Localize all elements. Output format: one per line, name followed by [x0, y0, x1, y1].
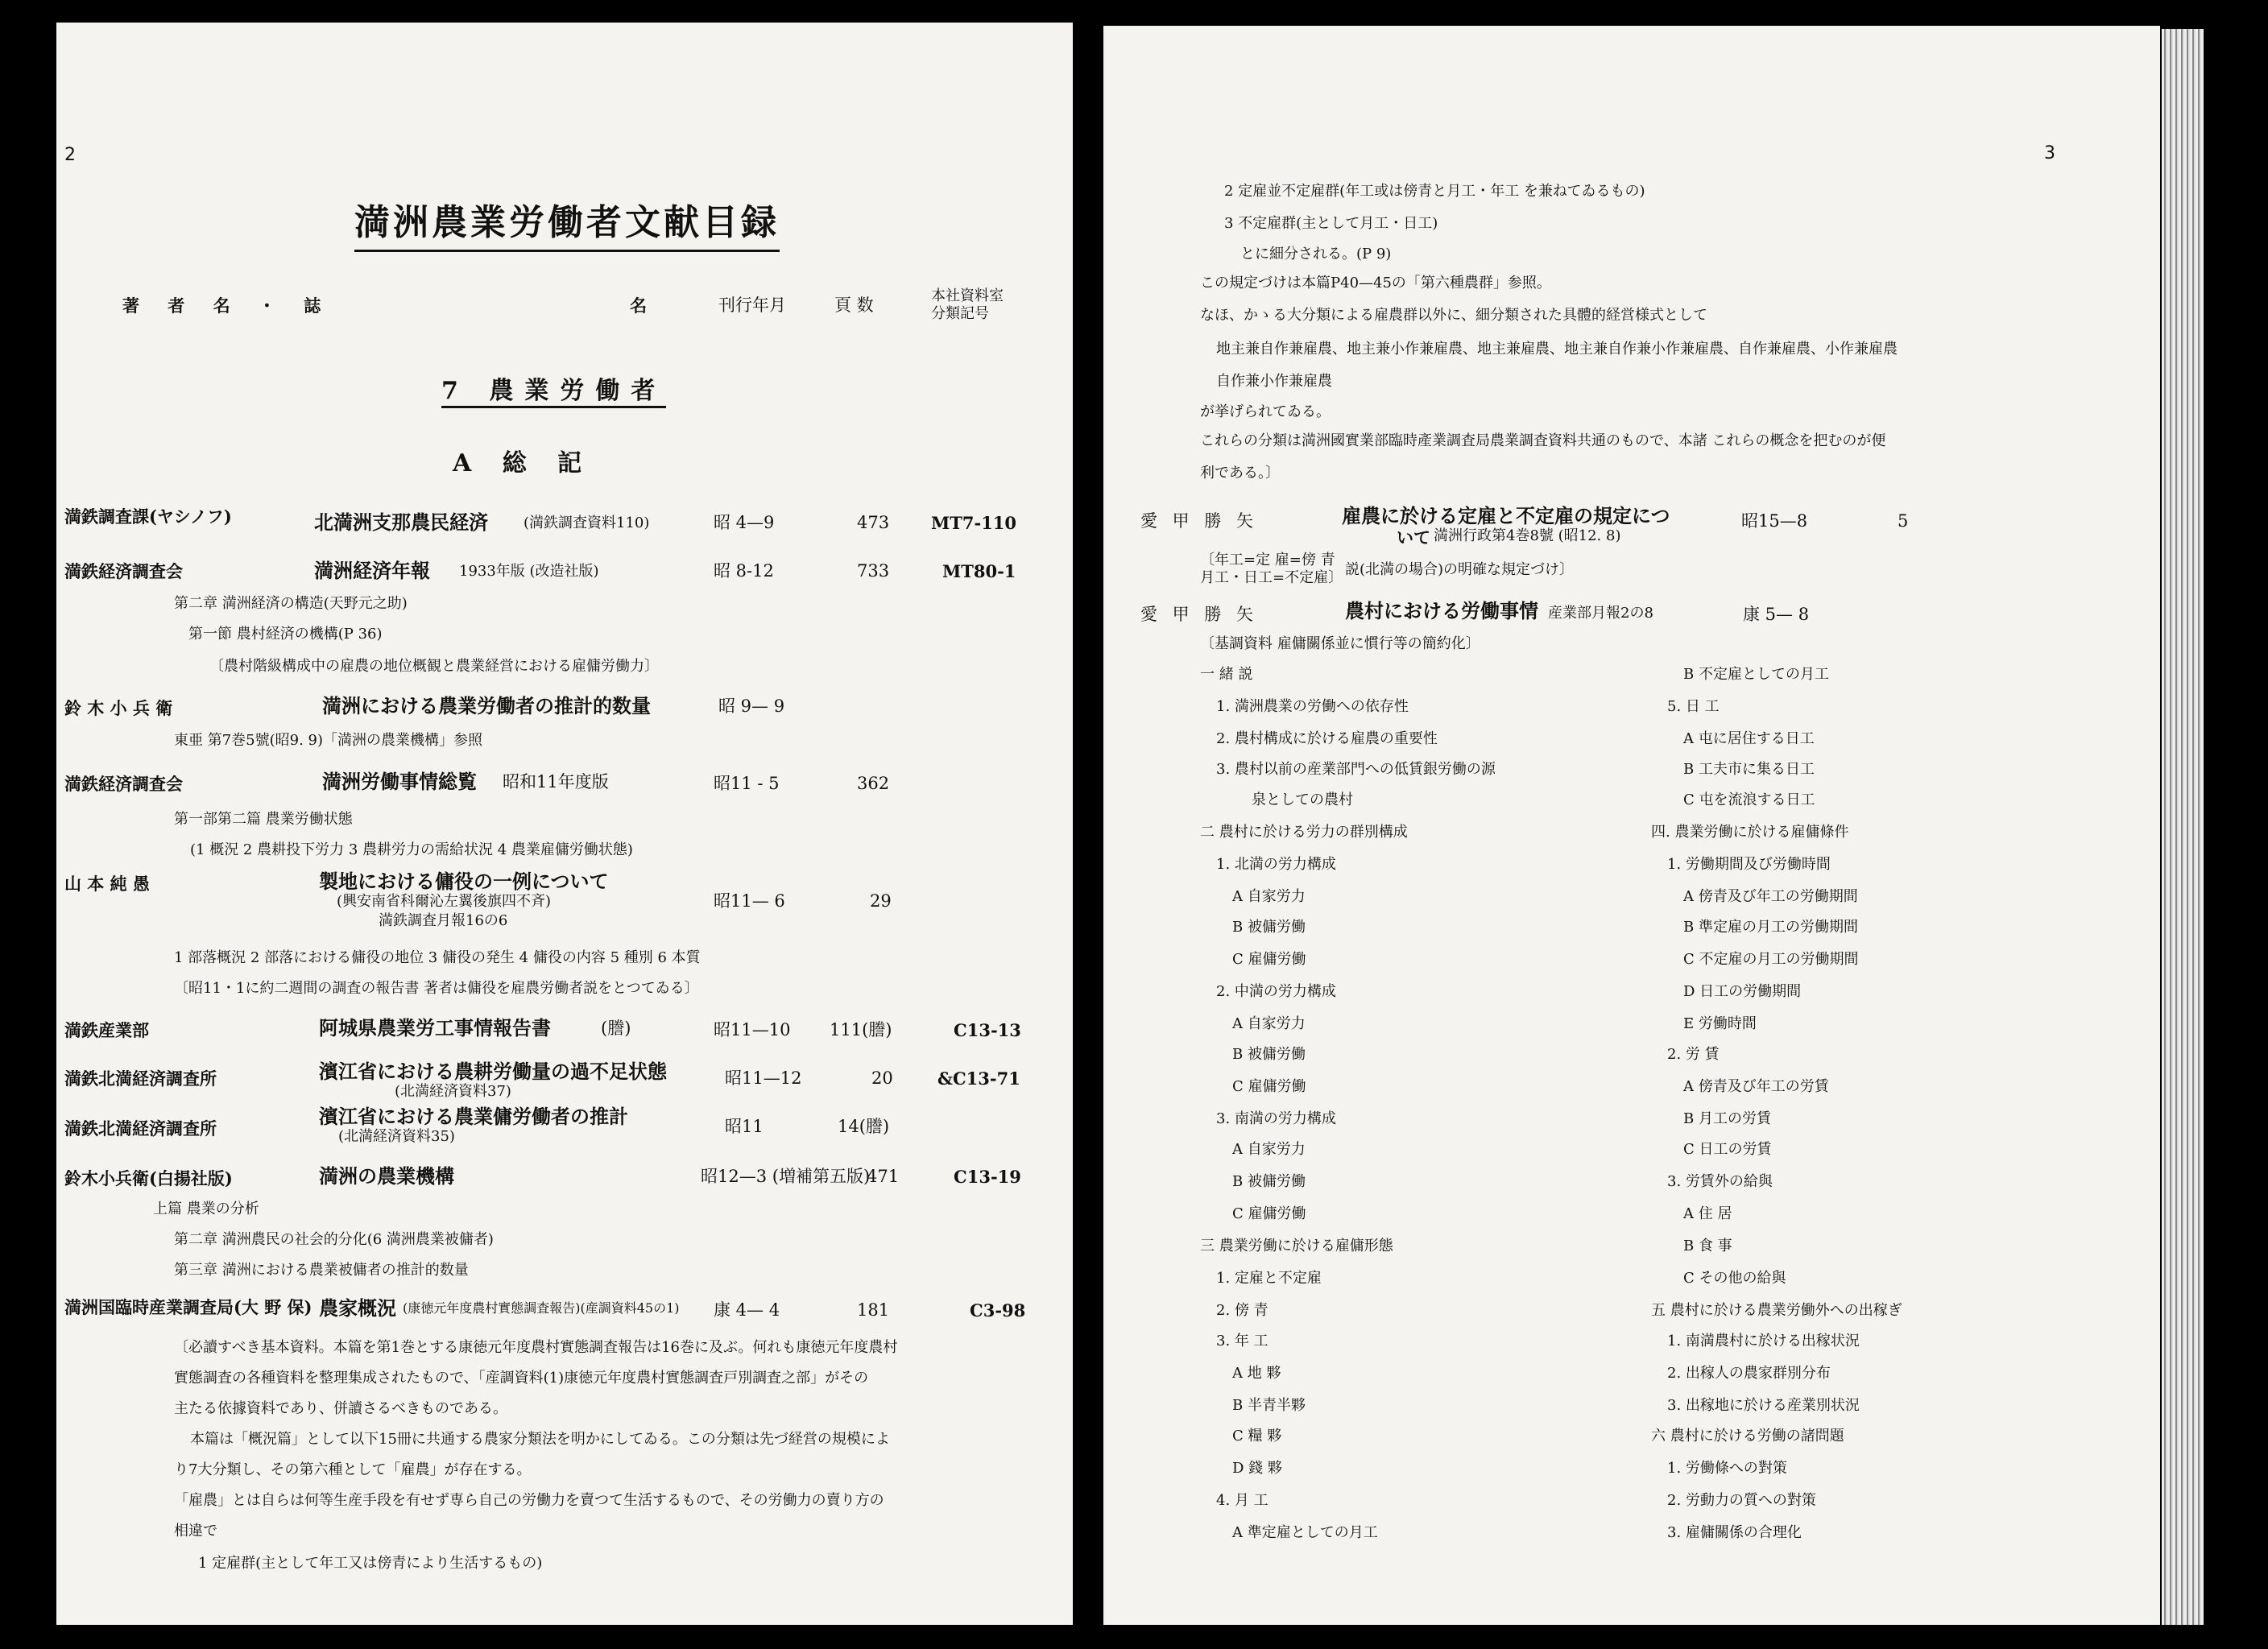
sub-note: 1 部落概況 2 部落における傭役の地位 3 傭役の発生 4 傭役の内容 5 種別 6 本質: [174, 949, 701, 966]
sub-note: 第一部第二篇 農業労働状態: [174, 811, 353, 828]
sub-note: 東亜 第7巻5號(昭9. 9)「満洲の農業機構」参照: [174, 732, 483, 749]
sub-note: 〔昭11・1に約二週間の調査の報告書 著者は傭役を雇農労働者説をとつてゐる〕: [174, 980, 699, 997]
left-page: 2 満洲農業労働者文献目録 著 者 名 ・ 誌 名 刊行年月 頁 数 本社資料室 分類記号 7 農業労働者 A 総 記 満鉄調査課(ヤシノフ) 北満洲支那農民経済 (満鉄調査資料110) 昭 4—9 473 MT7-110 満鉄経済調査会 満洲経済年報 1933年版 (改造社版) 昭 8-12 733 MT80-1 第二章 満洲経済の構造(天野元之助) 第一節 農村経済の機構(P 36) 〔農村階級構成中の雇農の地位概観と農業経営における雇傭労働力〕 鈴 木 小 兵 衛 満洲における農業労働者の推計的数量 昭 9— 9 東亜 第7巻5號(昭9. 9)「満洲の農業機構」参照 満鉄経済調査会 満洲労働事情総覧 昭和11年度版 昭11 - 5 362 第一部第二篇 農業労働状態 (1 概況 2 農耕投下労力 3 農耕労力の需給状況 4 農業雇傭労働状態) 山 本 純 愚 製地における傭役の一例について (興安南省科爾沁左翼後旗四不斉) 満鉄調査月報16の6 昭11— 6 29 1 部落概況 2 部落における傭役の地位 3 傭役の発生 4 傭役の内容 5 種別 6 本質 〔昭11・1に約二週間の調査の報告書 著者は傭役を雇農労働者説をとつてゐる〕 満鉄産業部 阿城県農業労工事情報告書 (謄) 昭11—10 111(謄) C13-13 満鉄北満経済調査所 濱江省における農耕労働量の過不足状態 (北満経済資料37) 昭11—12 20 &C13-71 満鉄北満経済調査所 濱江省における農業傭労働者の推計 (北満経済資料35) 昭11 14(謄) 鈴木小兵衛(白揚社版) 満洲の農業機構 昭12—3 (増補第五版) 471 C13-19 上篇 農業の分析 第二章 満洲農民の社会的分化(6 満洲農業被傭者) 第三章 満洲における農業被傭者の推計的数量 満洲国臨時産業調査局(大 野 保) 農家概況 (康徳元年度農村實態調査報告)(産調資料45の1) 康 4— 4 181 C3-98 〔必讀すべき基本資料。本篇を第1巻とする康徳元年度農村實態調査報告は16巻に及ぶ。何れも康徳元年度農村 實態調査の各種資料を整理集成されたもので、「産調資料(1)康徳元年度農村實態調査戸別調査之部」がその 主たる依據資料であり、併讀さるべきものである。 本篇は「概況篇」として以下15冊に共通する農家分類法を明かにしてゐる。この分類は先づ経営の規模によ り7大分類し、その第六種として「雇農」が存在する。 「雇農」とは自らは何等生産手段を有せず専ら自己の労働力を賣つて生活するもので、その労働力の賣り方の 相違で 1 定雇群(主として年工又は傍青により生活するもの): [56, 23, 1073, 1625]
page-number: 3: [2044, 143, 2055, 163]
section-heading: A 総 記: [453, 449, 594, 477]
sub-note: (1 概況 2 農耕投下労力 3 農耕労力の需給状況 4 農業雇傭労働状態): [190, 841, 633, 858]
section-heading: 7 農業労働者: [441, 370, 666, 408]
page-title: 満洲農業労働者文献目録: [354, 193, 780, 252]
sub-note: 第三章 満洲における農業被傭者の推計的数量: [174, 1262, 469, 1279]
sub-note: 上篇 農業の分析: [153, 1201, 259, 1217]
sub-note: 第二章 満洲農民の社会的分化(6 満洲農業被傭者): [174, 1231, 494, 1248]
sub-note: 第二章 満洲経済の構造(天野元之助): [174, 595, 408, 612]
sub-note: 第一節 農村経済の機構(P 36): [188, 626, 383, 643]
sub-note: 〔農村階級構成中の雇農の地位概観と農業経営における雇傭労働力〕: [209, 658, 659, 675]
page-edge: [2162, 29, 2204, 1625]
page-number: 2: [64, 145, 76, 165]
right-page: 3 2 定雇並不定雇群(年工或は傍青と月工・年工 を兼ねてゐるもの) 3 不定雇群(主として月工・日工) とに細分される。(P 9) この規定づけは本篇P40—45の「第六種農群」参照。 なほ、かゝる大分類による雇農群以外に、細分類された具體的経営様式として 地主兼自作兼雇農、地主兼小作兼雇農、地主兼雇農、地主兼自作兼小作兼雇農、自作兼雇農、小作兼雇農 自作兼小作兼雇農 が挙げられてゐる。 これらの分類は満洲國實業部臨時產業調査局農業調査資料共通のもので、本諸 これらの概念を把むのが便 利である。〕 愛 甲 勝 矢 雇農に於ける定雇と不定雇の規定につ いて 満洲行政第4巻8號 (昭12. 8) 昭15—8 5 〔年工=定 雇=傍 青 月工・日工=不定雇〕 説(北満の場合)の明確な規定づけ〕 愛 甲 勝 矢 農村における労働事情 産業部月報2の8 康 5— 8 〔基調資料 雇傭關係並に慣行等の簡約化〕 一 緒 説 1. 満洲農業の労働への依存性 2. 農村構成に於ける雇農の重要性 3. 農村以前の産業部門への低賃銀労働の源 泉としての農村 二 農村に於ける労力の群別構成 1. 北満の労力構成 A 自家労力 B 被傭労働 C 雇傭労働 2. 中満の労力構成 A 自家労力 B 被傭労働 C 雇傭労働 3. 南満の労力構成 A 自家労力 B 被傭労働 C 雇傭労働 三 農業労働に於ける雇傭形態 1. 定雇と不定雇 2. 傍 青 3. 年 工 A 地 夥 B 半青半夥 C 糧 夥 D 錢 夥 4. 月 工 A 準定雇としての月工 B 不定雇としての月工 5. 日 工 A 屯に居住する日工 B 工夫市に集る日工 C 屯を流浪する日工 四. 農業労働に於ける雇傭條件 1. 労働期間及び労働時間 A 傍青及び年工の労働期間 B 準定雇の月工の労働期間 C 不定雇の月工の労働期間 D 日工の労働期間 E 労働時間 2. 労 賃 A 傍青及び年工の労賃 B 月工の労賃 C 日工の労賃 3. 労賃外の給與 A 住 居 B 食 事 C その他の給與 五 農村に於ける農業労働外への出稼ぎ 1. 南満農村に於ける出稼状況 2. 出稼人の農家群別分布 3. 出稼地に於ける産業別状況 六 農村に於ける労働の諸問題 1. 労働條への對策 2. 労動力の質への對策 3. 雇傭關係の合理化: [1103, 26, 2160, 1625]
